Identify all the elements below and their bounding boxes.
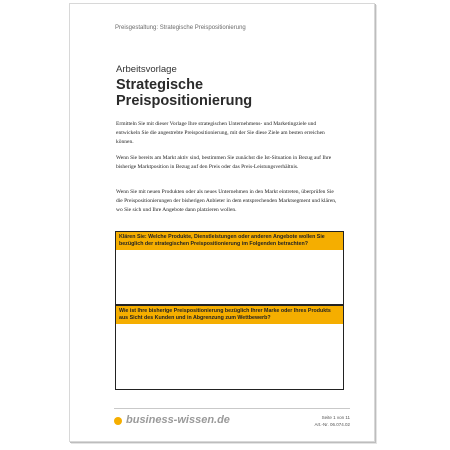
intro-paragraph-1: Ermitteln Sie mit dieser Vorlage Ihre strategischen Unternehmens- und Marketingziele und entwickeln Sie die angestrebte Preispositionierung, mit der Sie diese Ziele am besten erreichen können. xyxy=(116,121,325,145)
intro-paragraph-3: Wenn Sie mit neuen Produkten oder als neues Unternehmen in den Markt eintreten, überprüfen Sie die Preispositionierungen der bisherigen Anbieter in dem entsprechenden Marktsegment und klären, wo Sie sich und Ihre Angebote dann platzieren wollen. xyxy=(116,189,337,213)
page-number: Seite 1 von 11 xyxy=(321,415,350,420)
article-number: Art.-Nr. 06.074.02 xyxy=(314,422,350,427)
title-line-1: Strategische xyxy=(116,77,204,93)
worksheet-box-2-question: Wie ist Ihre bisherige Preispositionierung bezüglich Ihrer Marke oder Ihres Produkts aus Sicht des Kunden und in Abgrenzung zum Wettbewerb? xyxy=(116,306,343,324)
title-line-2: Preispositionierung xyxy=(116,93,253,109)
intro-paragraph-2: Wenn Sie bereits am Markt aktiv sind, bestimmen Sie zunächst die Ist-Situation in Bezug auf Ihre bisherige Marktposition in Bezug auf den Preis oder das Preis-Leistungsverhältnis. xyxy=(116,155,332,170)
document-page xyxy=(69,3,375,442)
breadcrumb: Preisgestaltung: Strategische Preispositionierung xyxy=(115,25,246,31)
worksheet-box-2 xyxy=(115,305,344,390)
footer-logo: business-wissen.de xyxy=(126,414,230,426)
worksheet-box-1 xyxy=(115,231,344,305)
page-title xyxy=(116,77,252,109)
footer-divider xyxy=(114,408,350,409)
document-kicker: Arbeitsvorlage xyxy=(116,64,177,75)
logo-dot-icon xyxy=(114,417,122,425)
worksheet-box-1-question: Klären Sie: Welche Produkte, Dienstleistungen oder anderen Angebote wollen Sie bezüglich der strategischen Preispositionierung im Folgenden betrachten? xyxy=(116,232,343,250)
